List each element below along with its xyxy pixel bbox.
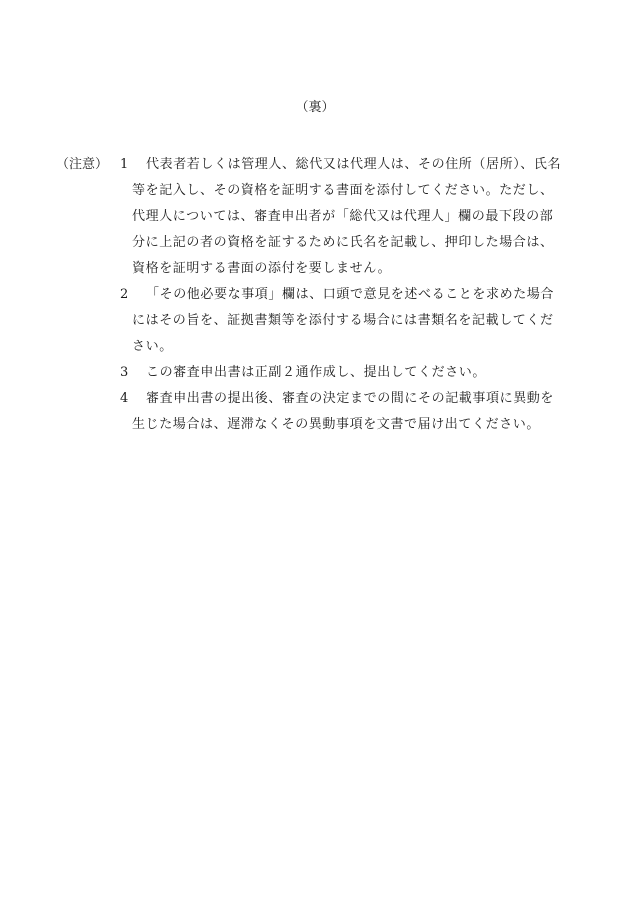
note-text: [132, 152, 596, 282]
note-line: さい。: [132, 339, 173, 354]
notes-section: [56, 152, 596, 438]
note-item-4: [120, 386, 596, 438]
note-line: この審査申出書は正副２通作成し、提出してください。: [146, 365, 487, 380]
note-line: にはその旨を、証拠書類等を添付する場合には書類名を記載してくだ: [132, 313, 554, 328]
page-heading: （裏）: [295, 100, 335, 115]
note-text: [132, 282, 596, 360]
note-line: 代表者若しくは管理人、総代又は代理人は、その住所（居所）、氏名: [146, 157, 562, 172]
note-item-3: [120, 360, 596, 386]
note-line: 「その他必要な事項」欄は、口頭で意見を述べることを求めた場合: [146, 287, 555, 302]
note-line: 分に上記の者の資格を証するために氏名を記載し、押印した場合は、: [132, 235, 554, 250]
note-number: 4: [120, 391, 129, 406]
note-line: 生じた場合は、遅滞なくその異動事項を文書で届け出てください。: [132, 417, 541, 432]
notes-label: （注意）: [56, 157, 109, 172]
note-line: 等を記入し、その資格を証明する書面を添付してください。ただし、: [132, 183, 554, 198]
note-text: [132, 360, 596, 386]
note-text: [132, 386, 596, 438]
note-number: 3: [120, 365, 129, 380]
note-item-1: [120, 152, 596, 282]
note-number: 2: [120, 287, 129, 302]
note-line: 審査申出書の提出後、審査の決定までの間にその記載事項に異動を: [146, 391, 555, 406]
note-line: 代理人については、審査申出者が「総代又は代理人」欄の最下段の部: [132, 209, 554, 224]
note-line: 資格を証明する書面の添付を要しません。: [132, 261, 392, 276]
note-item-2: [120, 282, 596, 360]
note-number: 1: [120, 157, 129, 172]
